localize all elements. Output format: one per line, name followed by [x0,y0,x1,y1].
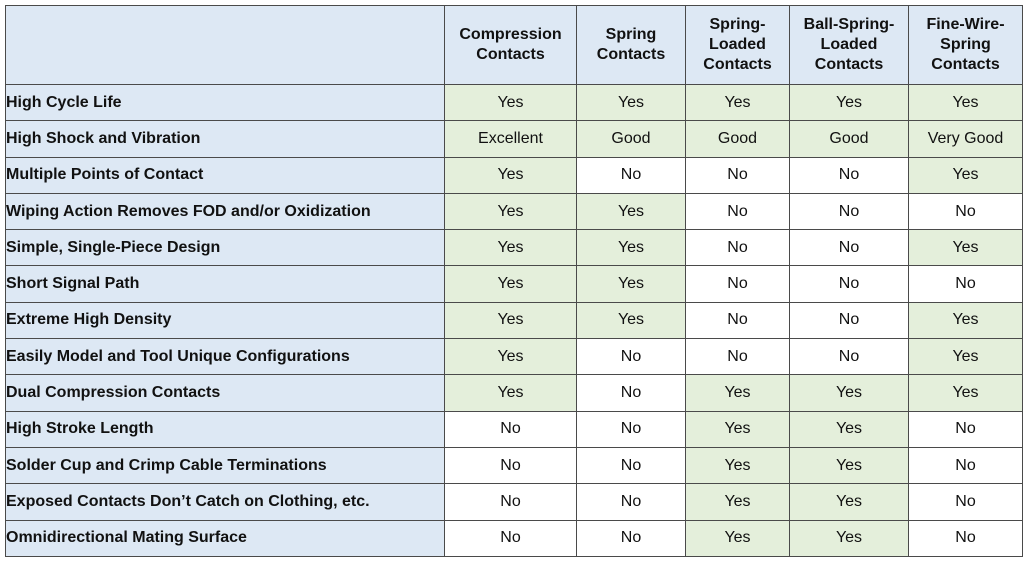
table-cell: No [445,447,577,483]
table-cell: No [577,339,686,375]
table-cell: Yes [790,484,909,520]
table-cell: No [686,339,790,375]
table-cell: No [577,484,686,520]
table-cell: Yes [577,230,686,266]
row-label: Extreme High Density [6,302,445,338]
table-cell: Yes [909,157,1023,193]
table-cell: Yes [445,266,577,302]
column-header-ball-spring-loaded-contacts [790,6,909,85]
table-cell: Yes [909,375,1023,411]
table-row-high-shock-and-vibration [6,121,1023,157]
table-cell: No [577,447,686,483]
table-row-high-cycle-life [6,85,1023,121]
column-header-line: Fine-Wire- [926,16,1005,33]
row-label: Easily Model and Tool Unique Configurations [6,339,445,375]
column-header-line: Contacts [596,46,666,63]
table-row-omnidirectional-mating-surface [6,520,1023,556]
table-cell: No [909,484,1023,520]
table-cell: Yes [577,85,686,121]
table-cell: No [577,520,686,556]
table-cell: No [790,339,909,375]
column-header-compression-contacts [445,6,577,85]
table-cell: Yes [445,85,577,121]
column-header-fine-wire-spring-contacts [909,6,1023,85]
table-row-exposed-contacts-don-t-catch-on-clothing-etc [6,484,1023,520]
table-cell: Yes [686,85,790,121]
table-cell: Yes [445,193,577,229]
table-cell: No [686,302,790,338]
table-cell: Yes [577,266,686,302]
table-cell: Very Good [909,121,1023,157]
row-label: High Stroke Length [6,411,445,447]
column-header-line: Contacts [814,56,884,73]
row-label: Solder Cup and Crimp Cable Terminations [6,447,445,483]
column-header-line: Spring [940,36,991,53]
table-cell: Yes [577,302,686,338]
table-cell: Good [790,121,909,157]
comparison-table [5,5,1023,557]
table-row-multiple-points-of-contact [6,157,1023,193]
row-label: High Shock and Vibration [6,121,445,157]
column-header-line: Contacts [931,56,1000,73]
corner-cell [6,6,445,85]
table-cell: No [577,411,686,447]
table-cell: Yes [686,447,790,483]
row-label: Omnidirectional Mating Surface [6,520,445,556]
table-cell: Excellent [445,121,577,157]
table-cell: No [909,266,1023,302]
table-cell: No [909,193,1023,229]
table-cell: No [790,266,909,302]
table-cell: No [577,375,686,411]
table-cell: Yes [445,230,577,266]
column-header-spring-contacts [577,6,686,85]
table-cell: Yes [686,484,790,520]
table-row-dual-compression-contacts [6,375,1023,411]
table-row-simple-single-piece-design [6,230,1023,266]
table-cell: Yes [445,375,577,411]
column-header-line: Spring- [709,16,766,33]
table-cell: No [445,520,577,556]
table-row-short-signal-path [6,266,1023,302]
row-label: High Cycle Life [6,85,445,121]
table-cell: Yes [445,302,577,338]
table-cell: No [686,230,790,266]
table-cell: No [790,302,909,338]
row-label: Multiple Points of Contact [6,157,445,193]
row-label: Dual Compression Contacts [6,375,445,411]
table-cell: Yes [686,520,790,556]
table-cell: Yes [445,339,577,375]
table-cell: Yes [790,85,909,121]
row-label: Simple, Single-Piece Design [6,230,445,266]
table-row-wiping-action-removes-fod-and-or-oxidization [6,193,1023,229]
row-label: Short Signal Path [6,266,445,302]
table-cell: Yes [686,411,790,447]
table-cell: No [909,411,1023,447]
column-header-line: Contacts [703,56,772,73]
table-row-high-stroke-length [6,411,1023,447]
table-cell: Yes [790,375,909,411]
table-cell: Yes [686,375,790,411]
table-cell: No [686,157,790,193]
table-cell: No [445,484,577,520]
table-cell: No [909,520,1023,556]
table-row-solder-cup-and-crimp-cable-terminations [6,447,1023,483]
table-cell: Yes [909,302,1023,338]
table-cell: No [790,230,909,266]
table-cell: Good [686,121,790,157]
table-cell: No [445,411,577,447]
table-cell: No [686,193,790,229]
table-cell: Good [577,121,686,157]
table-cell: Yes [790,411,909,447]
table-body [6,85,1023,557]
column-header-line: Loaded [820,36,878,53]
table-cell: No [909,447,1023,483]
table-cell: Yes [577,193,686,229]
table-cell: Yes [790,520,909,556]
table-cell: No [790,157,909,193]
column-header-line: Loaded [709,36,766,53]
column-header-line: Ball-Spring- [803,16,895,33]
table-cell: Yes [790,447,909,483]
column-header-spring-loaded-contacts [686,6,790,85]
row-label: Exposed Contacts Don’t Catch on Clothing, etc. [6,484,445,520]
table-cell: Yes [909,339,1023,375]
table-cell: Yes [909,85,1023,121]
header-row [6,6,1023,85]
table-cell: No [577,157,686,193]
table-cell: Yes [909,230,1023,266]
row-label: Wiping Action Removes FOD and/or Oxidization [6,193,445,229]
table-cell: No [686,266,790,302]
table-cell: No [790,193,909,229]
column-header-line: Contacts [476,46,545,63]
table-row-extreme-high-density [6,302,1023,338]
table-cell: Yes [445,157,577,193]
table-row-easily-model-and-tool-unique-configurations [6,339,1023,375]
column-header-line: Spring [605,26,657,43]
column-header-line: Compression [459,26,562,43]
